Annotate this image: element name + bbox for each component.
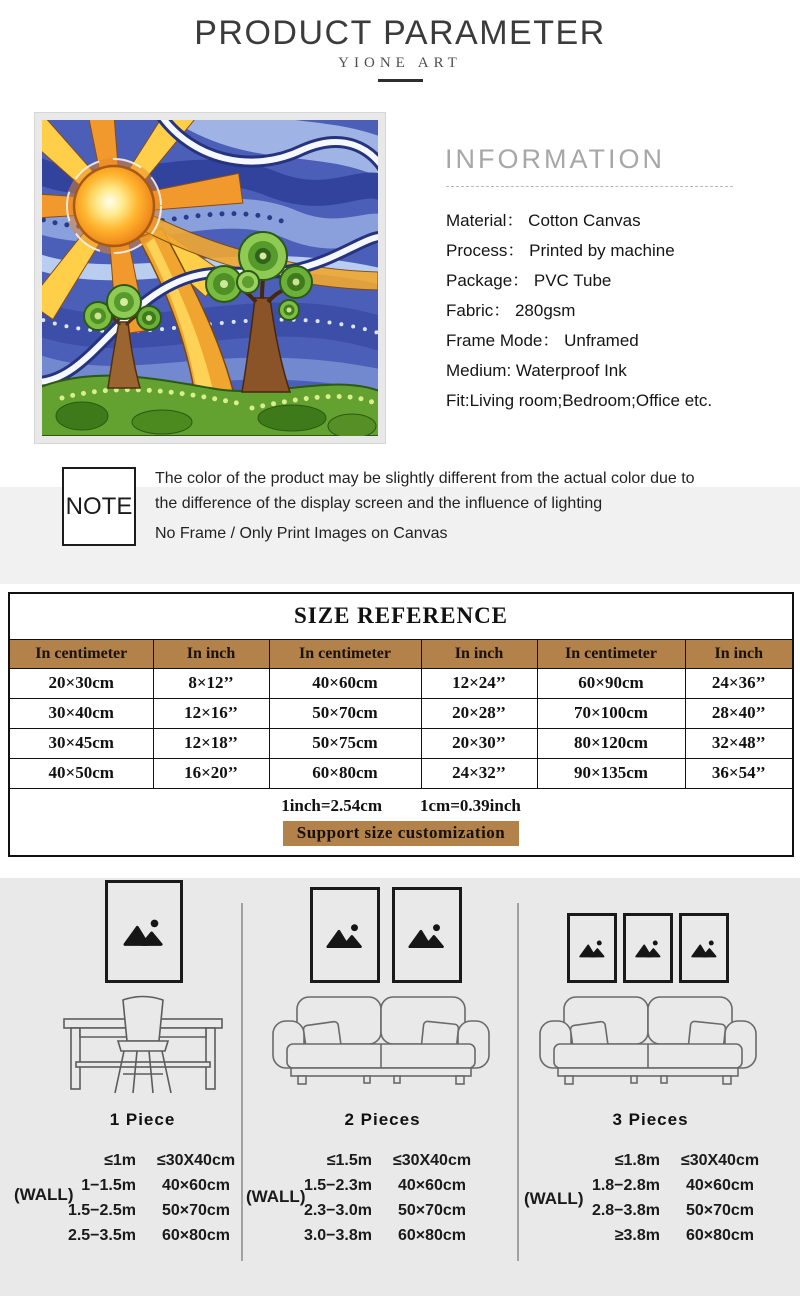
wall-distance: 2.3−3.0m — [303, 1202, 372, 1219]
image-placeholder-icon — [635, 939, 662, 958]
abstract-sun-landscape-art — [42, 120, 378, 436]
wall-label: (WALL) — [524, 1189, 584, 1208]
info-line-material: Material： Cotton Canvas — [446, 211, 641, 230]
info-line-medium: Medium: Waterproof Ink — [446, 361, 627, 380]
cm-to-inch: 1cm=0.39inch — [420, 795, 521, 815]
wall-distance: 2.8−3.8m — [591, 1202, 660, 1219]
wall-distance: 1.5−2.5m — [67, 1202, 136, 1219]
wall-distance: 3.0−3.8m — [303, 1227, 372, 1244]
wall-label: (WALL) — [246, 1187, 306, 1206]
column-header: In centimeter — [9, 639, 153, 668]
piece-count-label: 2 Pieces — [344, 1110, 421, 1129]
wall-distance: 1.8−2.8m — [591, 1177, 660, 1194]
size-cell: 50×70cm — [269, 698, 421, 728]
size-cell: 12×16’’ — [153, 698, 269, 728]
recommended-size: 60×80cm — [685, 1227, 755, 1244]
table-row — [9, 698, 793, 728]
size-cell: 24×36’’ — [685, 668, 793, 698]
recommended-size: 60×80cm — [161, 1227, 231, 1244]
piece-count-label: 3 Pieces — [612, 1110, 689, 1129]
recommended-size: 40×60cm — [397, 1177, 467, 1194]
size-cell: 90×135cm — [537, 758, 685, 788]
picture-frame — [392, 887, 462, 983]
info-line-frame-mode: Frame Mode： Unframed — [446, 331, 639, 350]
size-cell: 40×60cm — [269, 668, 421, 698]
inch-to-cm: 1inch=2.54cm — [281, 795, 383, 815]
wall-distance: ≤1m — [104, 1152, 136, 1169]
info-line-fit: Fit:Living room;Bedroom;Office etc. — [446, 391, 713, 410]
size-cell: 32×48’’ — [685, 728, 793, 758]
product-artwork-image — [34, 112, 386, 444]
size-cell: 80×120cm — [537, 728, 685, 758]
info-line-process: Process： Printed by machine — [446, 241, 675, 260]
column-header: In centimeter — [537, 639, 685, 668]
size-cell: 24×32’’ — [421, 758, 537, 788]
table-row — [9, 758, 793, 788]
page-title: PRODUCT PARAMETER — [194, 14, 606, 52]
size-cell: 70×100cm — [537, 698, 685, 728]
wall-distance: 1.5−2.3m — [303, 1177, 372, 1194]
size-cell: 8×12’’ — [153, 668, 269, 698]
recommended-size: ≤30X40cm — [680, 1152, 760, 1169]
information-title: INFORMATION — [445, 144, 665, 174]
note-text-line1: The color of the product may be slightly different from the actual color due to — [155, 470, 695, 487]
wall-distance: ≤1.8m — [614, 1152, 660, 1169]
size-cell: 12×18’’ — [153, 728, 269, 758]
picture-frame — [679, 913, 729, 983]
brand-name: YIONE ART — [338, 55, 462, 71]
size-cell: 20×30cm — [9, 668, 153, 698]
size-cell: 60×90cm — [537, 668, 685, 698]
wall-size-list — [48, 1152, 242, 1252]
size-cell: 30×45cm — [9, 728, 153, 758]
wall-distance: ≤1.5m — [326, 1152, 372, 1169]
section-divider — [517, 903, 519, 1261]
wall-size-list — [284, 1152, 478, 1252]
picture-frame — [567, 913, 617, 983]
picture-frame — [310, 887, 380, 983]
recommended-size: 50×70cm — [161, 1202, 231, 1219]
size-cell: 20×30’’ — [421, 728, 537, 758]
recommended-size: ≤30X40cm — [392, 1152, 472, 1169]
recommended-size: ≤30X40cm — [156, 1152, 236, 1169]
wall-distance: ≥3.8m — [614, 1227, 660, 1244]
information-list — [446, 206, 776, 416]
note-box: NOTE — [62, 467, 136, 546]
sofa-illustration — [534, 990, 763, 1087]
desk-chair-illustration — [60, 992, 226, 1096]
picture-frame — [623, 913, 673, 983]
piece-count-label: 1 Piece — [109, 1110, 176, 1129]
recommended-size: 60×80cm — [397, 1227, 467, 1244]
table-row — [9, 728, 793, 758]
info-line-fabric: Fabric： 280gsm — [446, 301, 576, 320]
recommended-size: 40×60cm — [161, 1177, 231, 1194]
title-underline — [378, 79, 423, 82]
table-title: SIZE REFERENCE — [9, 593, 793, 639]
image-placeholder-icon — [326, 922, 364, 949]
column-header: In inch — [685, 639, 793, 668]
sofa-illustration — [267, 990, 496, 1087]
recommended-size: 50×70cm — [397, 1202, 467, 1219]
column-header: In inch — [421, 639, 537, 668]
size-cell: 28×40’’ — [685, 698, 793, 728]
customization-badge: Support size customization — [283, 821, 520, 846]
note-text-line3: No Frame / Only Print Images on Canvas — [155, 525, 448, 542]
information-divider — [446, 186, 733, 187]
size-cell: 60×80cm — [269, 758, 421, 788]
recommended-size: 40×60cm — [685, 1177, 755, 1194]
wall-size-list — [572, 1152, 766, 1252]
size-cell: 30×40cm — [9, 698, 153, 728]
size-cell: 50×75cm — [269, 728, 421, 758]
info-line-package: Package： PVC Tube — [446, 271, 612, 290]
table-row — [9, 668, 793, 698]
column-header: In inch — [153, 639, 269, 668]
recommended-size: 50×70cm — [685, 1202, 755, 1219]
image-placeholder-icon — [123, 917, 165, 947]
image-placeholder-icon — [579, 939, 606, 958]
column-header: In centimeter — [269, 639, 421, 668]
conversion-text — [10, 796, 792, 816]
size-cell: 36×54’’ — [685, 758, 793, 788]
size-cell: 20×28’’ — [421, 698, 537, 728]
wall-distance: 2.5−3.5m — [67, 1227, 136, 1244]
size-cell: 40×50cm — [9, 758, 153, 788]
size-cell: 16×20’’ — [153, 758, 269, 788]
image-placeholder-icon — [691, 939, 718, 958]
image-placeholder-icon — [408, 922, 446, 949]
size-reference-table — [8, 592, 794, 857]
note-text-line2: the difference of the display screen and the influence of lighting — [155, 495, 603, 512]
wall-label: (WALL) — [14, 1185, 74, 1204]
picture-frame — [105, 880, 183, 983]
wall-distance: 1−1.5m — [81, 1177, 136, 1194]
size-cell: 12×24’’ — [421, 668, 537, 698]
